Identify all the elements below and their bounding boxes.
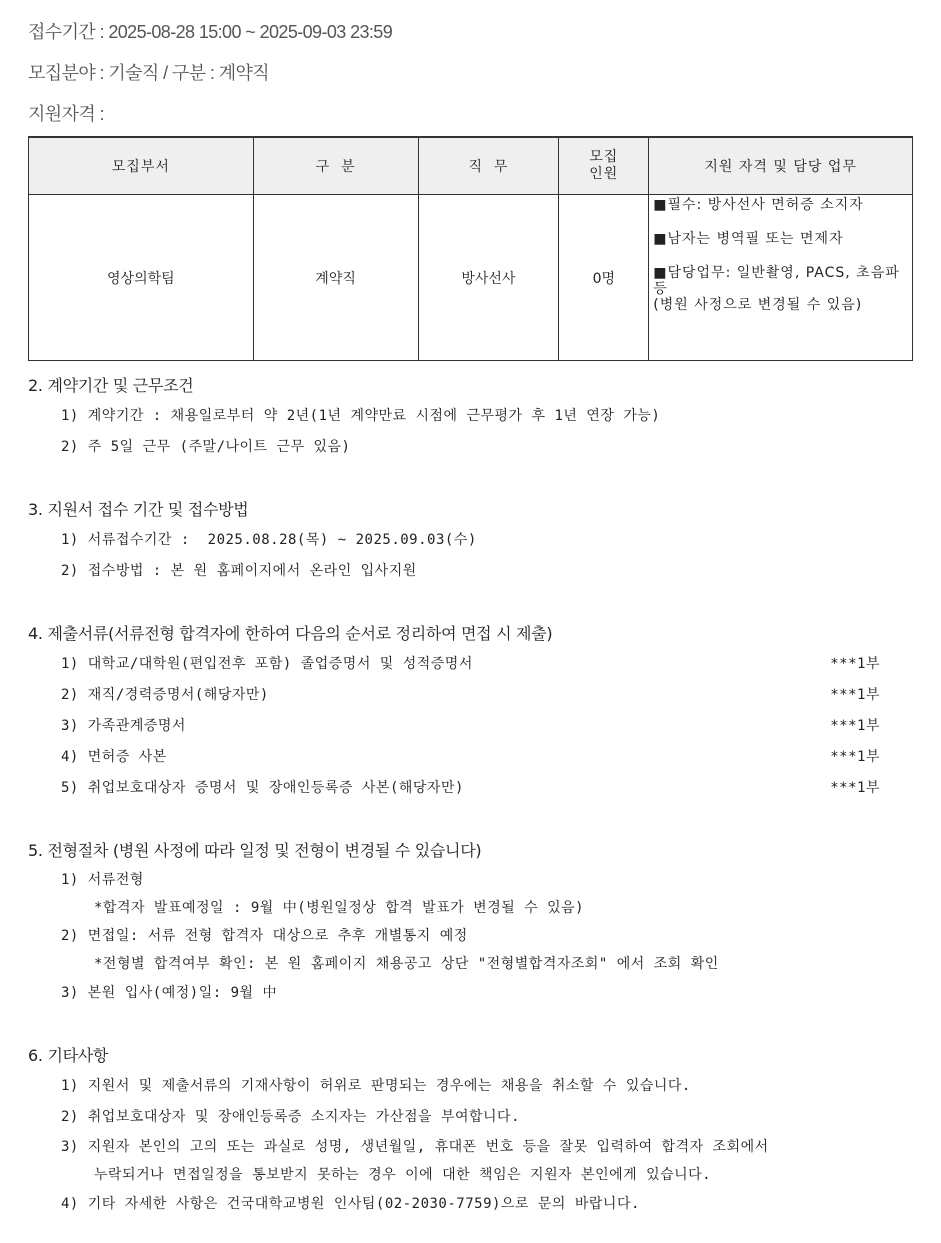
item-text: 5) 취업보호대상자 증명서 및 장애인등록증 사본(해당자만) xyxy=(61,780,464,796)
item-text: 2) 재직/경력증명서(해당자만) xyxy=(61,687,269,703)
list-item xyxy=(28,866,918,894)
cell-quals xyxy=(649,195,913,361)
copies-count: ***1부 xyxy=(830,656,880,672)
qual-required: ■필수: 방사선사 면허증 소지자 xyxy=(653,197,864,213)
application-period: 접수기간 : 2025-08-28 15:00 ~ 2025-09-03 23:59 xyxy=(28,22,393,42)
cell-type: 계약직 xyxy=(253,195,418,361)
list-item xyxy=(28,556,918,587)
list-item xyxy=(28,1189,918,1220)
qual-military: ■남자는 병역필 또는 면제자 xyxy=(653,231,844,247)
section-2-title: 2. 계약기간 및 근무조건 xyxy=(28,376,194,395)
list-item xyxy=(28,680,918,711)
list-item xyxy=(28,525,918,556)
list-item xyxy=(28,649,918,680)
header-quals: 지원 자격 및 담당 업무 xyxy=(649,137,913,195)
list-item xyxy=(28,978,918,1009)
list-item xyxy=(28,742,918,773)
continuation-line: 누락되거나 면접일정을 통보받지 못하는 경우 이에 대한 책임은 지원자 본인에게 있습니다. xyxy=(94,1167,712,1183)
list-item xyxy=(28,432,918,463)
copies-count: ***1부 xyxy=(830,780,880,796)
item-text: 3) 지원자 본인의 고의 또는 과실로 성명, 생년월일, 휴대폰 번호 등을 잘못 입력하여 합격자 조회에서 xyxy=(61,1139,769,1155)
header-dept: 모집부서 xyxy=(29,137,254,195)
item-text: 3) 가족관계증명서 xyxy=(61,718,186,734)
list-item xyxy=(28,1133,918,1161)
section-4-title: 4. 제출서류(서류전형 합격자에 한하여 다음의 순서로 정리하여 면접 시 제출) xyxy=(28,624,553,643)
recruit-field: 모집분야 : 기술직 / 구분 : 계약직 xyxy=(28,63,270,83)
cell-count: 0명 xyxy=(559,195,649,361)
header-job: 직 무 xyxy=(418,137,559,195)
item-text: 1) 대학교/대학원(편입전후 포함) 졸업증명서 및 성적증명서 xyxy=(61,656,473,672)
list-item xyxy=(28,711,918,742)
qual-note: (병원 사정으로 변경될 수 있음) xyxy=(653,297,863,313)
section-3-title: 3. 지원서 접수 기간 및 접수방법 xyxy=(28,500,249,519)
table-header-row xyxy=(29,137,913,195)
item-text: 1) 지원서 및 제출서류의 기재사항이 허위로 판명되는 경우에는 채용을 취소할 수 있습니다. xyxy=(61,1078,691,1094)
qualification-label: 지원자격 : xyxy=(28,104,104,124)
item-text: 3) 본원 입사(예정)일: 9월 中 xyxy=(61,985,277,1001)
item-text: 4) 면허증 사본 xyxy=(61,749,167,765)
section-6-title: 6. 기타사항 xyxy=(28,1046,109,1065)
header-count xyxy=(559,137,649,195)
sub-item: *전형별 합격여부 확인: 본 원 홈페이지 채용공고 상단 "전형별합격자조회" 에서 조회 확인 xyxy=(94,956,719,972)
list-item xyxy=(28,401,918,432)
copies-count: ***1부 xyxy=(830,718,880,734)
item-text: 1) 서류전형 xyxy=(61,872,144,888)
sub-item: *합격자 발표예정일 : 9월 中(병원일정상 합격 발표가 변경될 수 있음) xyxy=(94,900,585,916)
notice-body xyxy=(28,370,918,1220)
qual-duties: ■담당업무: 일반촬영, PACS, 초음파 등 xyxy=(653,265,900,297)
copies-count: ***1부 xyxy=(830,749,880,765)
cell-job: 방사선사 xyxy=(418,195,559,361)
header-type: 구 분 xyxy=(253,137,418,195)
item-text: 2) 취업보호대상자 및 장애인등록증 소지자는 가산점을 부여합니다. xyxy=(61,1109,521,1125)
cell-dept: 영상의학팀 xyxy=(29,195,254,361)
list-item xyxy=(28,1102,918,1133)
item-text: 2) 면접일: 서류 전형 합격자 대상으로 추후 개별통지 예정 xyxy=(61,928,468,944)
section-5-title: 5. 전형절차 (병원 사정에 따라 일정 및 전형이 변경될 수 있습니다) xyxy=(28,841,482,860)
recruit-table xyxy=(28,136,913,361)
table-row xyxy=(29,195,913,361)
list-item xyxy=(28,922,918,950)
list-item xyxy=(28,773,918,804)
item-text: 2) 접수방법 : 본 원 홈페이지에서 온라인 입사지원 xyxy=(61,563,417,579)
list-item xyxy=(28,1071,918,1102)
copies-count: ***1부 xyxy=(830,687,880,703)
item-text: 1) 서류접수기간 : 2025.08.28(목) ~ 2025.09.03(수) xyxy=(61,532,477,548)
header-count-text: 모집인원 xyxy=(589,149,619,182)
item-text: 2) 주 5일 근무 (주말/나이트 근무 있음) xyxy=(61,439,351,455)
item-text: 4) 기타 자세한 사항은 건국대학교병원 인사팀(02-2030-7759)으로 문의 바랍니다. xyxy=(61,1196,640,1212)
item-text: 1) 계약기간 : 채용일로부터 약 2년(1년 계약만료 시점에 근무평가 후 1년 연장 가능) xyxy=(61,408,661,424)
